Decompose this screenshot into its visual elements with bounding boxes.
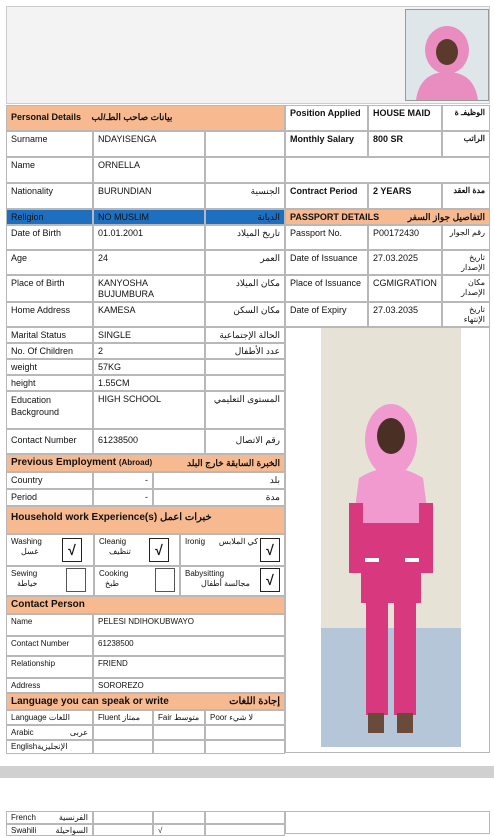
- contract-value: 2 YEARS: [368, 183, 442, 209]
- issue-label: Date of Issuance: [285, 250, 368, 275]
- passport-header: PASSPORT DETAILS التفاصيل جواز السفر: [285, 209, 490, 225]
- cleaning-cell: Cleanig تنظيف: [94, 534, 180, 566]
- weight-label: weight: [6, 359, 93, 375]
- lang-arabic: Arabic عربى: [6, 725, 93, 740]
- cp-name-label: Name: [6, 614, 93, 636]
- ironing-cell: Ironig كي الملابس: [180, 534, 285, 566]
- marital-ar: الحالة الإجتماعية: [205, 327, 285, 343]
- age-value: 24: [93, 250, 205, 275]
- lang-col-language: Language اللغات: [6, 710, 93, 725]
- expiry-ar: تاريخ الإنتهاء: [442, 302, 490, 327]
- passport-photo: [405, 9, 489, 101]
- education-ar: المستوى التعليمي: [205, 391, 285, 429]
- home-label: Home Address: [6, 302, 93, 327]
- lang-english-poor: [205, 740, 285, 754]
- blank-right-lower: [285, 811, 490, 834]
- nationality-value: BURUNDIAN: [93, 183, 205, 209]
- lang-english-fair: [153, 740, 205, 754]
- weight-ar: [205, 359, 285, 375]
- issue-value: 27.03.2025: [368, 250, 442, 275]
- expiry-label: Date of Expiry: [285, 302, 368, 327]
- expiry-value: 27.03.2035: [368, 302, 442, 327]
- salary-ar: الراتب: [442, 131, 490, 157]
- prev-country-ar: بلد: [153, 472, 285, 489]
- place-issue-label: Place of Issuance: [285, 275, 368, 302]
- sewing-checkbox[interactable]: [66, 568, 86, 592]
- height-ar: [205, 375, 285, 391]
- cp-name-value: PELESI NDIHOKUBWAYO: [93, 614, 285, 636]
- household-header: Household work Experience(s) خبرات اعمل: [6, 506, 285, 534]
- passport-no-ar: رقم الجوار: [442, 225, 490, 250]
- lang-col-poor: Poor لا شيء: [205, 710, 285, 725]
- surname-label: Surname: [6, 131, 93, 157]
- children-value: 2: [93, 343, 205, 359]
- name-label: Name: [6, 157, 93, 183]
- lang-english-fluent: [93, 740, 153, 754]
- lang-swahili-fluent: [93, 824, 153, 836]
- lang-french-fair: [153, 811, 205, 824]
- weight-value: 57KG: [93, 359, 205, 375]
- name-value: ORNELLA: [93, 157, 205, 183]
- personal-details-header: Personal Details بيانات صاحب الطـ/لب: [6, 105, 285, 131]
- lang-english: Englishالإنجليزية: [6, 740, 93, 754]
- height-value: 1.55CM: [93, 375, 205, 391]
- page-break: [0, 766, 494, 778]
- contract-label: Contract Period: [285, 183, 368, 209]
- sewing-cell: Sewing خياطة: [6, 566, 94, 596]
- religion-value: NO MUSLIM: [93, 209, 205, 225]
- place-issue-value: CGMIGRATION: [368, 275, 442, 302]
- blank-cell: [285, 157, 490, 183]
- position-value: HOUSE MAID: [368, 105, 442, 131]
- lang-swahili-fair: √: [153, 824, 205, 836]
- contact-label: Contact Number: [6, 429, 93, 454]
- age-ar: العمر: [205, 250, 285, 275]
- lang-arabic-fluent: [93, 725, 153, 740]
- education-label: Education Background: [6, 391, 93, 429]
- passport-no-label: Passport No.: [285, 225, 368, 250]
- cp-relationship-value: FRIEND: [93, 656, 285, 678]
- dob-value: 01.01.2001: [93, 225, 205, 250]
- name-ar: [205, 157, 285, 183]
- place-issue-ar: مكان الإصدار: [442, 275, 490, 302]
- salary-value: 800 SR: [368, 131, 442, 157]
- dob-ar: تاريخ الميلاد: [205, 225, 285, 250]
- washing-checkbox[interactable]: √: [62, 538, 82, 562]
- passport-no-value: P00172430: [368, 225, 442, 250]
- age-label: Age: [6, 250, 93, 275]
- cp-number-value: 61238500: [93, 636, 285, 656]
- lang-arabic-poor: [205, 725, 285, 740]
- contact-value: 61238500: [93, 429, 205, 454]
- surname-ar: [205, 131, 285, 157]
- babysitting-cell: Babysitting مجالسة أطفال: [180, 566, 285, 596]
- prev-country-label: Country: [6, 472, 93, 489]
- contact-ar: رقم الاتصال: [205, 429, 285, 454]
- contract-ar: مدة العقد: [442, 183, 490, 209]
- religion-ar: الديانة: [205, 209, 285, 225]
- photo-frame: [285, 327, 490, 753]
- washing-cell: Washing غسل: [6, 534, 94, 566]
- lang-col-fair: Fair متوسط: [153, 710, 205, 725]
- prev-period-ar: مدة: [153, 489, 285, 506]
- cp-relationship-label: Relationship: [6, 656, 93, 678]
- lang-col-fluent: Fluent ممتاز: [93, 710, 153, 725]
- babysitting-checkbox[interactable]: √: [260, 568, 280, 592]
- prev-country-value: -: [93, 472, 153, 489]
- contact-person-header: Contact Person: [6, 596, 285, 614]
- position-label: Position Applied: [285, 105, 368, 131]
- nationality-ar: الجنسية: [205, 183, 285, 209]
- lang-swahili: Swahili السواحيلة: [6, 824, 93, 836]
- cp-address-value: SOROREZO: [93, 678, 285, 693]
- language-header: Language you can speak or write إجادة اللغات: [6, 693, 285, 710]
- lang-arabic-fair: [153, 725, 205, 740]
- lang-french-poor: [205, 811, 285, 824]
- prev-employment-header: Previous Employment (Abroad) الخبرة السابقة خارج البلد: [6, 454, 285, 472]
- lang-french-fluent: [93, 811, 153, 824]
- prev-period-value: -: [93, 489, 153, 506]
- cooking-cell: Cooking طبخ: [94, 566, 180, 596]
- salary-label: Monthly Salary: [285, 131, 368, 157]
- marital-label: Marital Status: [6, 327, 93, 343]
- prev-period-label: Period: [6, 489, 93, 506]
- lang-french: French الفرنسية: [6, 811, 93, 824]
- lang-swahili-poor: [205, 824, 285, 836]
- home-value: KAMESA: [93, 302, 205, 327]
- height-label: height: [6, 375, 93, 391]
- children-ar: عدد الأطفال: [205, 343, 285, 359]
- dob-label: Date of Birth: [6, 225, 93, 250]
- marital-value: SINGLE: [93, 327, 205, 343]
- children-label: No. Of Children: [6, 343, 93, 359]
- education-value: HIGH SCHOOL: [93, 391, 205, 429]
- surname-value: NDAYISENGA: [93, 131, 205, 157]
- cleaning-checkbox[interactable]: √: [149, 538, 169, 562]
- issue-ar: تاريخ الإصدار: [442, 250, 490, 275]
- cp-address-label: Address: [6, 678, 93, 693]
- position-ar: الوظيفـ ة: [442, 105, 490, 131]
- ironing-checkbox[interactable]: √: [260, 538, 280, 562]
- home-ar: مكان السكن: [205, 302, 285, 327]
- cooking-checkbox[interactable]: [155, 568, 175, 592]
- cp-number-label: Contact Number: [6, 636, 93, 656]
- religion-label: Religion: [6, 209, 93, 225]
- pob-label: Place of Birth: [6, 275, 93, 302]
- pob-value: KANYOSHA BUJUMBURA: [93, 275, 205, 302]
- nationality-label: Nationality: [6, 183, 93, 209]
- pob-ar: مكان الميلاد: [205, 275, 285, 302]
